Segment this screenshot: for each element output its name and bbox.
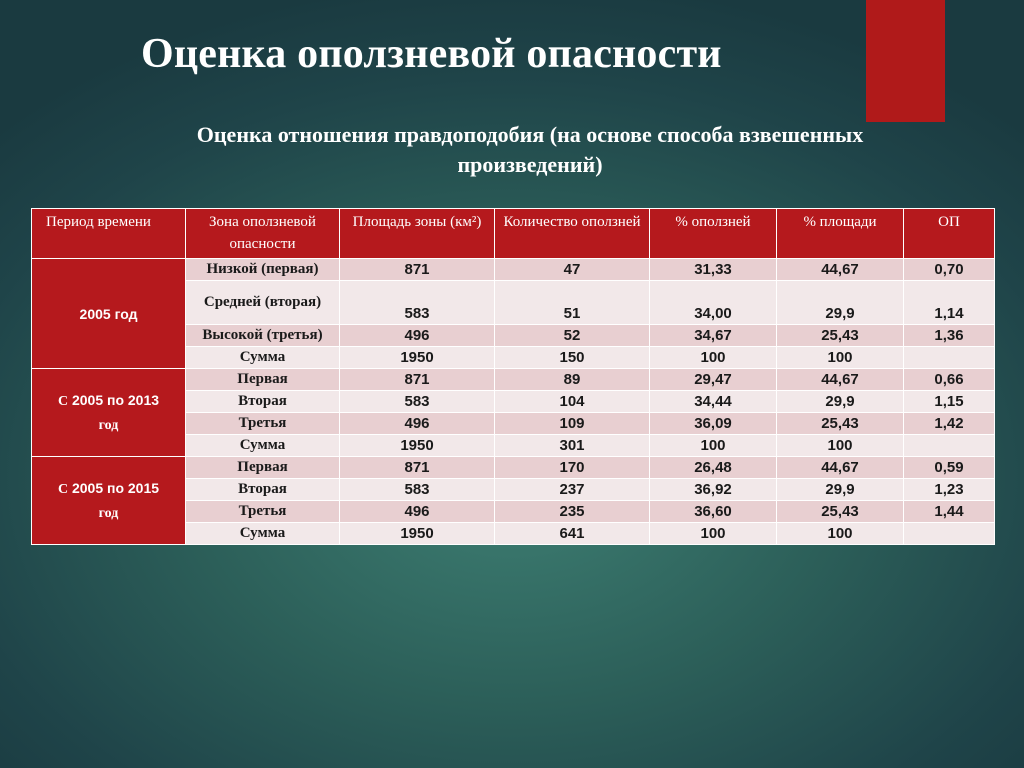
area-cell: 583 [340, 281, 495, 325]
page-subtitle: Оценка отношения правдоподобия (на основе способа взвешенных произведений) [196, 122, 864, 177]
op-cell [904, 523, 995, 545]
pct-area-cell: 29,9 [777, 479, 904, 501]
header-op: ОП [904, 209, 995, 259]
count-cell: 52 [495, 325, 650, 347]
op-cell: 0,70 [904, 259, 995, 281]
header-pct-landslides: % оползней [650, 209, 777, 259]
header-pct-area: % площади [777, 209, 904, 259]
pct-landslides-cell: 34,44 [650, 391, 777, 413]
pct-area-cell: 25,43 [777, 325, 904, 347]
area-cell: 583 [340, 391, 495, 413]
area-cell: 583 [340, 479, 495, 501]
pct-area-cell: 44,67 [777, 457, 904, 479]
pct-area-cell: 100 [777, 523, 904, 545]
area-cell: 496 [340, 413, 495, 435]
page-title: Оценка оползневой опасности [141, 31, 722, 77]
count-cell: 641 [495, 523, 650, 545]
header-zone: Зона оползневой опасности [186, 209, 340, 259]
area-cell: 871 [340, 369, 495, 391]
count-cell: 170 [495, 457, 650, 479]
count-cell: 51 [495, 281, 650, 325]
pct-landslides-cell: 34,67 [650, 325, 777, 347]
zone-cell: Третья [186, 413, 340, 435]
count-cell: 301 [495, 435, 650, 457]
pct-landslides-cell: 100 [650, 523, 777, 545]
area-cell: 871 [340, 457, 495, 479]
pct-landslides-cell: 36,09 [650, 413, 777, 435]
period-cell: 2005 год [32, 259, 186, 369]
pct-area-cell: 100 [777, 347, 904, 369]
op-cell: 1,42 [904, 413, 995, 435]
area-cell: 496 [340, 501, 495, 523]
count-cell: 109 [495, 413, 650, 435]
pct-area-cell: 100 [777, 435, 904, 457]
op-cell [904, 435, 995, 457]
header-area: Площадь зоны (км²) [340, 209, 495, 259]
header-period: Период времени [32, 209, 186, 259]
op-cell: 1,44 [904, 501, 995, 523]
pct-area-cell: 29,9 [777, 391, 904, 413]
op-cell: 1,15 [904, 391, 995, 413]
pct-landslides-cell: 29,47 [650, 369, 777, 391]
table-row [32, 369, 995, 391]
pct-area-cell: 25,43 [777, 501, 904, 523]
op-cell: 1,14 [904, 281, 995, 325]
area-cell: 496 [340, 325, 495, 347]
pct-landslides-cell: 36,92 [650, 479, 777, 501]
header-count: Количество оползней [495, 209, 650, 259]
pct-landslides-cell: 100 [650, 435, 777, 457]
table-row [32, 259, 995, 281]
count-cell: 89 [495, 369, 650, 391]
zone-cell: Высокой (третья) [186, 325, 340, 347]
count-cell: 150 [495, 347, 650, 369]
zone-cell: Сумма [186, 347, 340, 369]
zone-cell: Низкой (первая) [186, 259, 340, 281]
zone-cell: Первая [186, 369, 340, 391]
area-cell: 1950 [340, 523, 495, 545]
pct-area-cell: 25,43 [777, 413, 904, 435]
op-cell [904, 347, 995, 369]
zone-cell: Средней (вторая) [186, 281, 340, 325]
pct-area-cell: 29,9 [777, 281, 904, 325]
count-cell: 237 [495, 479, 650, 501]
count-cell: 104 [495, 391, 650, 413]
count-cell: 47 [495, 259, 650, 281]
pct-landslides-cell: 100 [650, 347, 777, 369]
pct-landslides-cell: 34,00 [650, 281, 777, 325]
pct-landslides-cell: 31,33 [650, 259, 777, 281]
op-cell: 0,66 [904, 369, 995, 391]
op-cell: 1,23 [904, 479, 995, 501]
pct-area-cell: 44,67 [777, 369, 904, 391]
period-cell: С 2005 по 2013 год [32, 369, 186, 457]
pct-area-cell: 44,67 [777, 259, 904, 281]
op-cell: 1,36 [904, 325, 995, 347]
zone-cell: Первая [186, 457, 340, 479]
pct-landslides-cell: 26,48 [650, 457, 777, 479]
period-cell: С 2005 по 2015 год [32, 457, 186, 545]
zone-cell: Сумма [186, 523, 340, 545]
table-row [32, 457, 995, 479]
table-header-row [32, 209, 995, 259]
area-cell: 1950 [340, 347, 495, 369]
accent-bar [866, 0, 945, 122]
zone-cell: Сумма [186, 435, 340, 457]
area-cell: 1950 [340, 435, 495, 457]
count-cell: 235 [495, 501, 650, 523]
zone-cell: Вторая [186, 391, 340, 413]
landslide-table [31, 208, 995, 545]
area-cell: 871 [340, 259, 495, 281]
op-cell: 0,59 [904, 457, 995, 479]
zone-cell: Третья [186, 501, 340, 523]
zone-cell: Вторая [186, 479, 340, 501]
pct-landslides-cell: 36,60 [650, 501, 777, 523]
